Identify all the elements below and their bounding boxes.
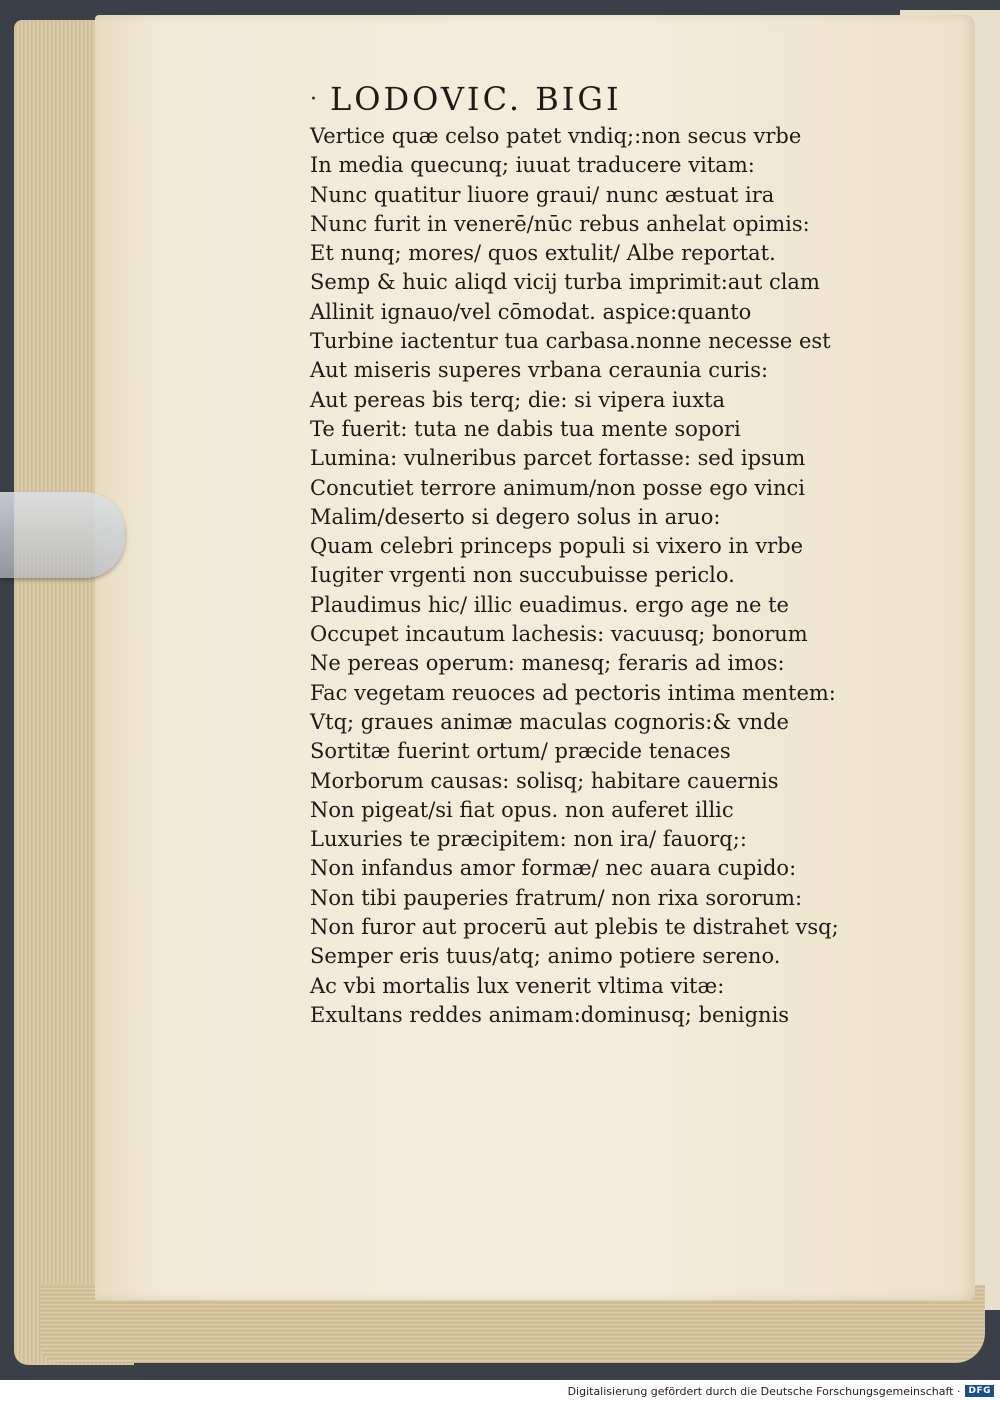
text-line: In media quecunq; iuuat traducere vitam: [310, 153, 755, 178]
text-line: Malim/deserto si degero solus in aruo: [310, 504, 721, 529]
page-holder-clip [0, 492, 125, 578]
text-line: Iugiter vrgenti non succubuisse periclo. [310, 563, 735, 588]
text-line: Non infandus amor formæ/ nec auara cupido: [310, 856, 797, 881]
dfg-logo: DFG [965, 1385, 994, 1397]
text-line: Exultans reddes animam:dominusq; benignis [310, 1002, 790, 1027]
text-line: Fac vegetam reuoces ad pectoris intima mentem: [310, 680, 836, 705]
text-line: Sortitæ fuerint ortum/ præcide tenaces [310, 739, 731, 764]
text-line: Lumina: vulneribus parcet fortasse: sed ipsum [310, 446, 806, 471]
text-line: Nunc furit in venerē/nūc rebus anhelat opimis: [310, 211, 810, 236]
digitization-credit-bar [0, 1380, 1000, 1402]
text-line: Aut pereas bis terq; die: si vipera iuxta [310, 387, 726, 412]
text-line: Luxuries te præcipitem: non ira/ fauorq;: [310, 827, 747, 852]
text-line: Ac vbi mortalis lux venerit vltima vitæ: [310, 973, 725, 998]
text-line: Semper eris tuus/atq; animo potiere sereno. [310, 944, 781, 969]
text-line: Nunc quatitur liuore graui/ nunc æstuat ira [310, 182, 775, 207]
header-dot: · [310, 86, 320, 112]
text-line: Non furor aut procerū aut plebis te distrahet vsq; [310, 915, 839, 940]
text-line: Turbine iactentur tua carbasa.nonne necesse est [310, 329, 831, 354]
text-line: Aut miseris superes vrbana ceraunia curis: [310, 358, 769, 383]
text-line: Semp & huic aliqd vicij turba imprimit:aut clam [310, 270, 820, 295]
poem-text [310, 122, 870, 1030]
text-line: Vertice quæ celso patet vndiq;:non secus vrbe [310, 124, 802, 148]
text-line: Morborum causas: solisq; habitare cauernis [310, 768, 779, 793]
text-line: Non pigeat/si fiat opus. non auferet illic [310, 797, 734, 822]
text-line: Vtq; graues animæ maculas cognoris:& vnde [310, 709, 789, 734]
text-line: Plaudimus hic/ illic euadimus. ergo age ne te [310, 592, 789, 617]
text-line: Quam celebri princeps populi si vixero in vrbe [310, 534, 804, 559]
running-header [310, 80, 810, 118]
text-line: Te fuerit: tuta ne dabis tua mente sopori [310, 416, 741, 441]
text-line: Non tibi pauperies fratrum/ non rixa sororum: [310, 885, 803, 910]
credit-text: Digitalisierung gefördert durch die Deutsche Forschungsgemeinschaft · [567, 1384, 961, 1398]
text-line: Allinit ignauo/vel cōmodat. aspice:quanto [310, 299, 752, 324]
text-line: Et nunq; mores/ quos extulit/ Albe reportat. [310, 241, 776, 266]
text-line: Concutiet terrore animum/non posse ego vinci [310, 475, 806, 500]
header-title: LODOVIC. BIGI [330, 80, 622, 118]
text-line: Occupet incautum lachesis: vacuusq; bonorum [310, 622, 808, 647]
text-line: Ne pereas operum: manesq; feraris ad imos: [310, 651, 785, 676]
